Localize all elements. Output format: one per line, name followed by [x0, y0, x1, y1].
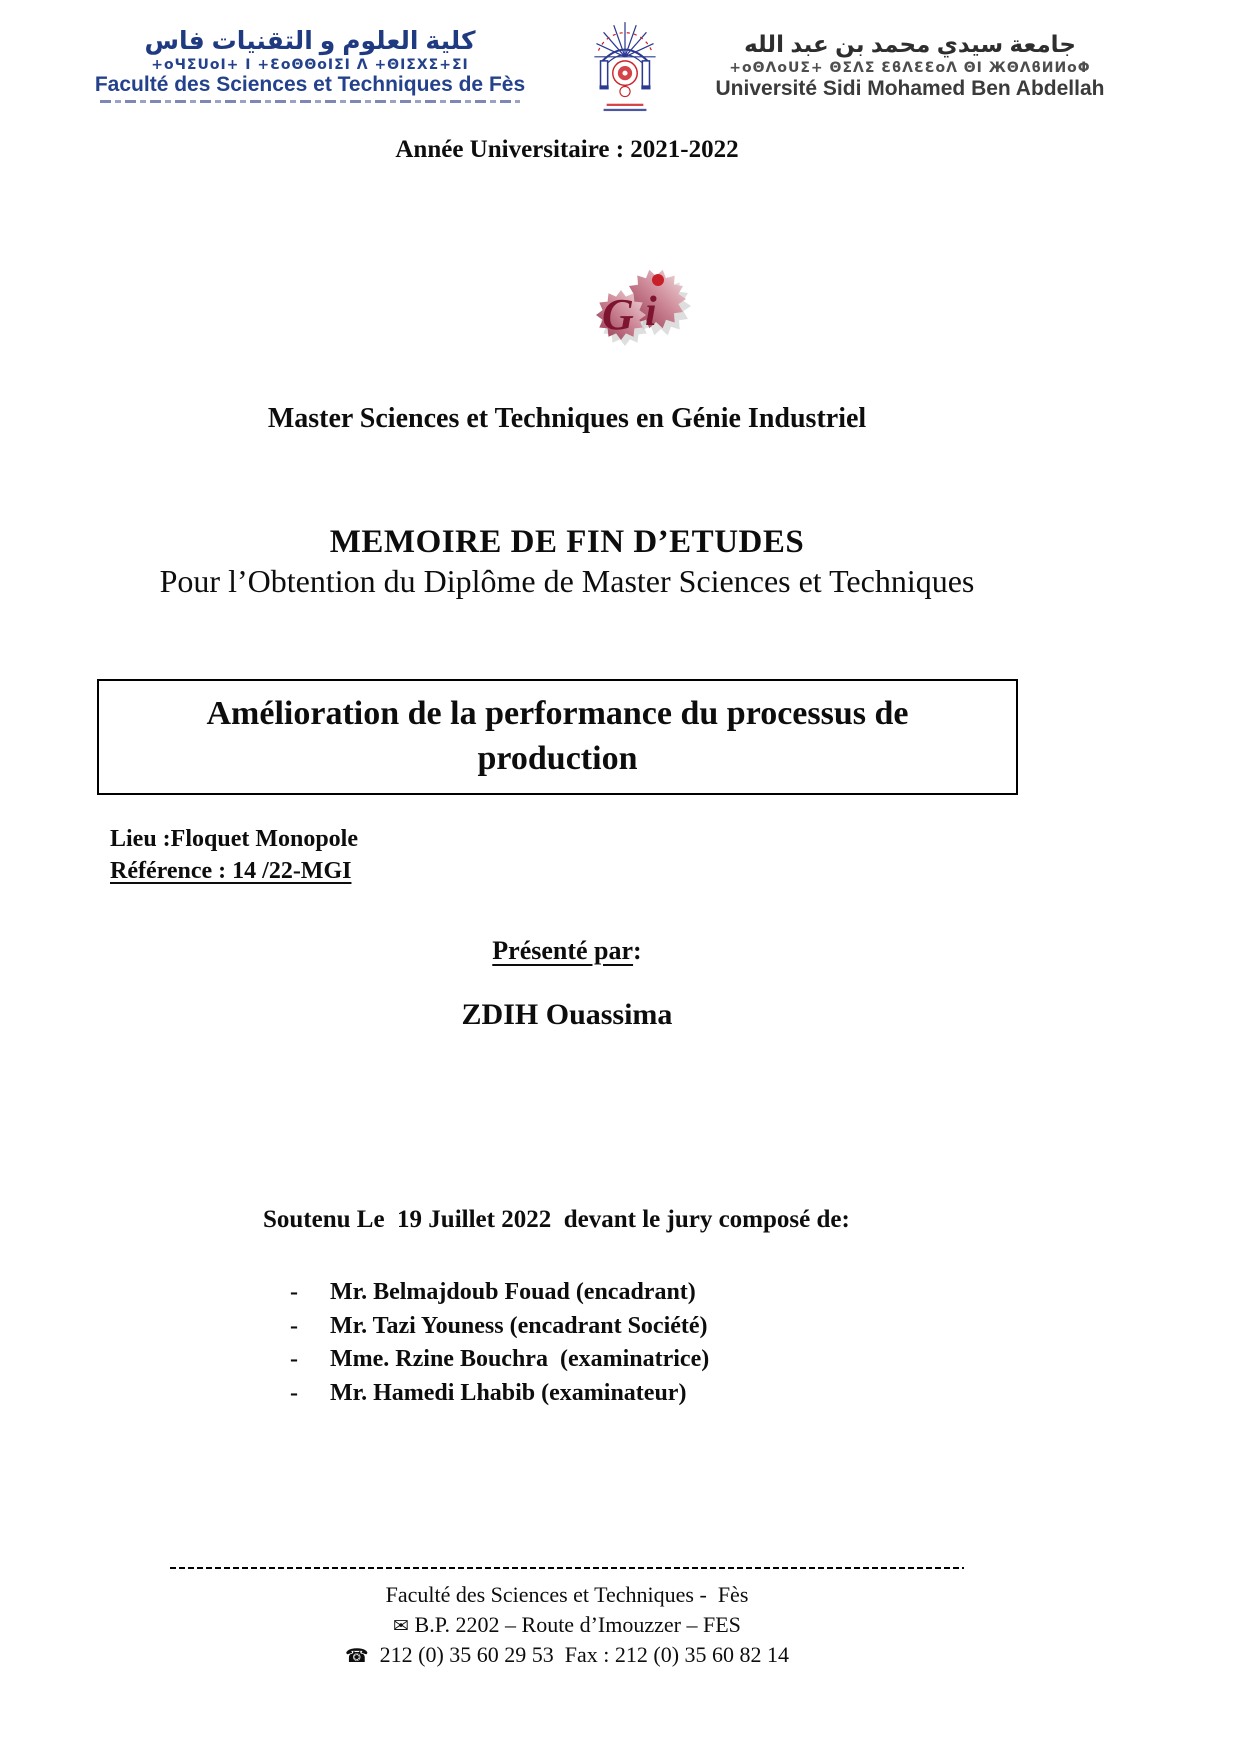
jury-list	[290, 1276, 709, 1410]
reference-line: Référence : 14 /22-MGI	[110, 858, 352, 884]
jury-bullet-dash: -	[290, 1312, 298, 1339]
presented-by-text: Présenté par	[492, 936, 634, 965]
i-dot	[652, 274, 664, 286]
jury-member-name: Mme. Rzine Bouchra (examinatrice)	[330, 1346, 710, 1372]
mail-icon: ✉	[393, 1615, 410, 1637]
emblem-graphic	[592, 16, 658, 118]
location-line: Lieu :Floquet Monopole	[110, 826, 359, 852]
defense-intro-line: Soutenu Le 19 Juillet 2022 devant le jury composé de:	[263, 1206, 850, 1233]
master-program-title: Master Sciences et Techniques en Génie Industriel	[267, 403, 867, 434]
memoire-subheading: Pour l’Obtention du Diplôme de Master Sciences et Techniques	[159, 563, 975, 599]
header-faculty-block	[90, 26, 530, 103]
footer-faculty-line: Faculté des Sciences et Techniques - Fès	[385, 1582, 749, 1607]
jury-member-row	[290, 1343, 709, 1377]
memoire-heading: MEMOIRE DE FIN D’ETUDES	[329, 524, 805, 560]
footer-phone-line	[0, 1642, 1134, 1668]
footer-phone-spacer	[369, 1642, 380, 1667]
header-university-block	[660, 30, 1160, 101]
university-name-french: Université Sidi Mohamed Ben Abdellah	[715, 76, 1105, 100]
jury-member-row	[290, 1377, 709, 1411]
footer-address-line	[0, 1612, 1134, 1638]
faculty-name-french: Faculté des Sciences et Techniques de Fès	[94, 73, 526, 97]
jury-bullet-dash: -	[290, 1379, 298, 1406]
footer-dashed-separator	[170, 1567, 964, 1569]
genie-industriel-gi-logo	[590, 263, 708, 358]
thesis-title-line2: production	[477, 740, 638, 777]
thesis-title-line1: Amélioration de la performance du processus de	[206, 695, 909, 732]
faculty-dashed-underline	[100, 100, 520, 103]
usmba-university-emblem-logo	[592, 16, 658, 123]
phone-icon: ☎	[344, 1645, 369, 1667]
presented-by-label	[0, 936, 1134, 966]
thesis-title-box	[97, 679, 1018, 795]
gi-letter-i: i	[645, 289, 657, 335]
gi-letter-g: G	[602, 290, 634, 339]
university-name-tifinagh: +oΘΛoUΣ+ ΘΣΛΣ ƐϐΛƐƐoΛ ΘI ЖΘΛϐИИoΦ	[729, 59, 1091, 76]
jury-bullet-dash: -	[290, 1279, 298, 1305]
jury-member-row	[290, 1276, 709, 1310]
presented-by-colon: :	[633, 936, 642, 965]
jury-member-row	[290, 1310, 709, 1344]
jury-member-name: Mr. Belmajdoub Fouad (encadrant)	[330, 1279, 696, 1305]
jury-bullet-dash: -	[290, 1346, 298, 1372]
jury-member-name: Mr. Hamedi Lhabib (examinateur)	[330, 1379, 687, 1406]
gi-gears-graphic	[590, 263, 708, 353]
university-name-arabic: جامعة سيدي محمد بن عبد الله	[744, 31, 1076, 57]
author-name: ZDIH Ouassima	[461, 998, 673, 1031]
academic-year: Année Universitaire : 2021-2022	[395, 136, 739, 163]
faculty-name-tifinagh: +oЧΣUoI+ I +ƐoΘΘoIΣI Λ +ΘIΣΧΣ+ΣI	[151, 57, 469, 74]
jury-member-name: Mr. Tazi Youness (encadrant Société)	[330, 1312, 708, 1339]
footer-address-value: B.P. 2202 – Route d’Imouzzer – FES	[414, 1612, 741, 1637]
footer-phone-value: 212 (0) 35 60 29 53 Fax : 212 (0) 35 60 82 14	[379, 1642, 790, 1667]
faculty-name-arabic: كلية العلوم و التقنيات فاس	[144, 27, 476, 55]
